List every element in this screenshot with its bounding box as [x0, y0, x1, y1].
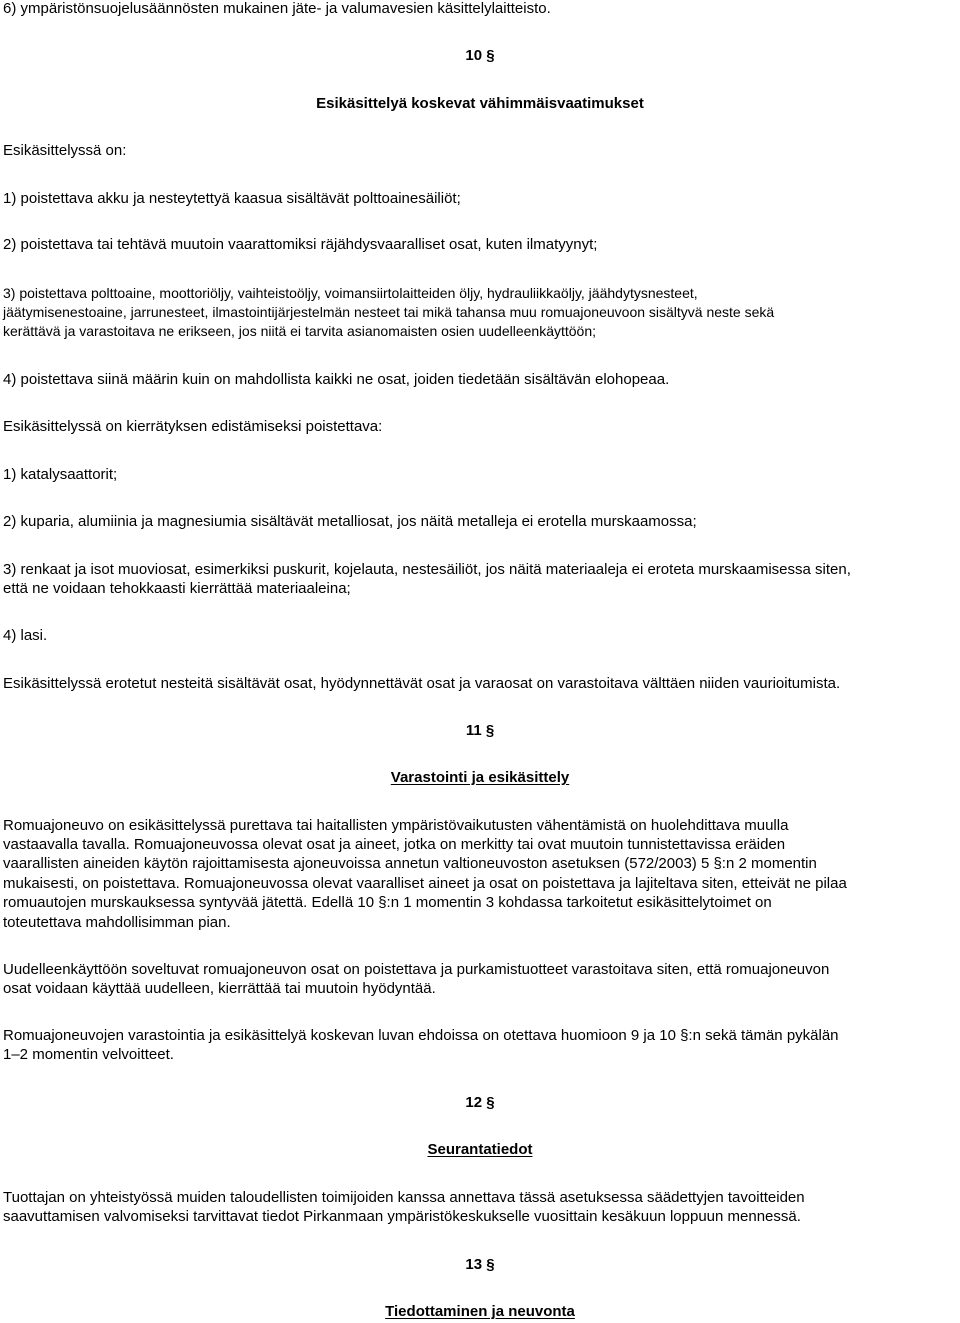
- section-11-p1-line-2: vastaavalla tavalla. Romuajoneuvossa olevat osat ja aineet, jotka on merkitty tai ovat muutoin tunnistettavissa eräiden: [3, 836, 786, 853]
- recycle-item-2: 2) kuparia, alumiinia ja magnesiumia sisältävät metalliosat, jos näitä metalleja ei erotella murskaamossa;: [3, 513, 697, 530]
- recycle-item-3-line-2: että ne voidaan tehokkaasti kierrättää materiaaleina;: [3, 580, 351, 597]
- list-item-4: 4) poistettava siinä määrin kuin on mahdollista kaikki ne osat, joiden tiedetään sisältävän elohopeaa.: [3, 371, 670, 388]
- recycle-item-4: 4) lasi.: [3, 627, 48, 644]
- section-13-number: 13 §: [465, 1256, 495, 1273]
- section-11-p3-line-1: Romuajoneuvojen varastointia ja esikäsittelyä koskevan luvan ehdoissa on otettava huomioon 9 ja 10 §:n sekä tämän pykälän: [3, 1027, 839, 1044]
- section-10-intro: Esikäsittelyssä on:: [3, 142, 127, 159]
- section-11-p3-line-2: 1–2 momentin velvoitteet.: [3, 1046, 174, 1063]
- section-11-title: Varastointi ja esikäsittely: [390, 769, 570, 786]
- recycle-item-1: 1) katalysaattorit;: [3, 466, 118, 483]
- list-item-3-line-3: kerättävä ja varastoitava ne erikseen, jos niitä ei tarvita asianomaisten osien uudelleenkäyttöön;: [3, 323, 597, 339]
- section-10-closing: Esikäsittelyssä erotetut nesteitä sisältävät osat, hyödynnettävät osat ja varaosat on varastoitava välttäen niiden vaurioitumista.: [3, 675, 841, 692]
- section-11-p2-line-2: osat voidaan käyttää uudelleen, kierrättää tai muutoin hyödyntää.: [3, 980, 436, 997]
- list-item-6: 6) ympäristönsuojelusäännösten mukainen jäte- ja valumavesien käsittelylaitteisto.: [3, 0, 551, 17]
- section-11-p1-line-6: toteutettava mahdollisimman pian.: [3, 914, 231, 931]
- list-item-3-line-2: jäätymisenestoaine, jarrunesteet, ilmastointijärjestelmän nesteet tai mikä tahansa muu romuajoneuvoon sisältyvä neste sekä: [3, 304, 775, 320]
- section-10-number: 10 §: [465, 47, 495, 64]
- section-13-title: Tiedottaminen ja neuvonta: [385, 1303, 575, 1320]
- section-11-p1-line-5: romuautojen murskauksessa syntyvää jätettä. Edellä 10 §:n 1 momentin 3 kohdassa tarkoitetut esikäsittelytoimet on: [3, 894, 772, 911]
- section-12-title: Seurantatiedot: [427, 1141, 533, 1158]
- section-12-p1-line-2: saavuttamisen valvomiseksi tarvittavat tiedot Pirkanmaan ympäristökeskukselle vuosittain kesäkuun loppuun mennessä.: [3, 1208, 801, 1225]
- section-11-p1-line-1: Romuajoneuvo on esikäsittelyssä purettava tai haitallisten ympäristövaikutusten vähentämistä on huolehdittava muulla: [3, 817, 789, 834]
- recycle-item-3-line-1: 3) renkaat ja isot muoviosat, esimerkiksi puskurit, kojelauta, nestesäiliöt, jos näitä materiaaleja ei eroteta murskaamisessa siten,: [3, 561, 851, 578]
- recycle-intro: Esikäsittelyssä on kierrätyksen edistämiseksi poistettava:: [3, 418, 383, 435]
- section-11-p1-line-4: mukaisesti, on poistettava. Romuajoneuvossa olevat vaaralliset aineet ja osat on poistettava ja lajiteltava siten, etteivät ne pilaa: [3, 875, 847, 892]
- section-11-p2-line-1: Uudelleenkäyttöön soveltuvat romuajoneuvon osat on poistettava ja purkamistuotteet varastoitava siten, että romuajoneuvon: [3, 961, 830, 978]
- list-item-2: 2) poistettava tai tehtävä muutoin vaarattomiksi räjähdysvaaralliset osat, kuten ilmatyynyt;: [3, 236, 598, 253]
- list-item-1: 1) poistettava akku ja nesteytettyä kaasua sisältävät polttoainesäiliöt;: [3, 190, 461, 207]
- section-12-p1-line-1: Tuottajan on yhteistyössä muiden taloudellisten toimijoiden kanssa annettava tässä asetuksessa säädettyjen tavoitteiden: [3, 1189, 805, 1206]
- section-10-title: Esikäsittelyä koskevat vähimmäisvaatimukset: [316, 95, 644, 112]
- section-11-p1-line-3: vaarallisten aineiden käytön rajoittamisesta ajoneuvoissa annetun valtioneuvoston asetuksen (572/2003) 5 §:n 2 momentin: [3, 855, 817, 872]
- section-12-number: 12 §: [465, 1094, 495, 1111]
- list-item-3-line-1: 3) poistettava polttoaine, moottoriöljy, vaihteistoöljy, voimansiirtolaitteiden öljy, hydrauliikkaöljy, jäähdytysnesteet,: [3, 285, 698, 301]
- section-11-number: 11 §: [465, 722, 495, 739]
